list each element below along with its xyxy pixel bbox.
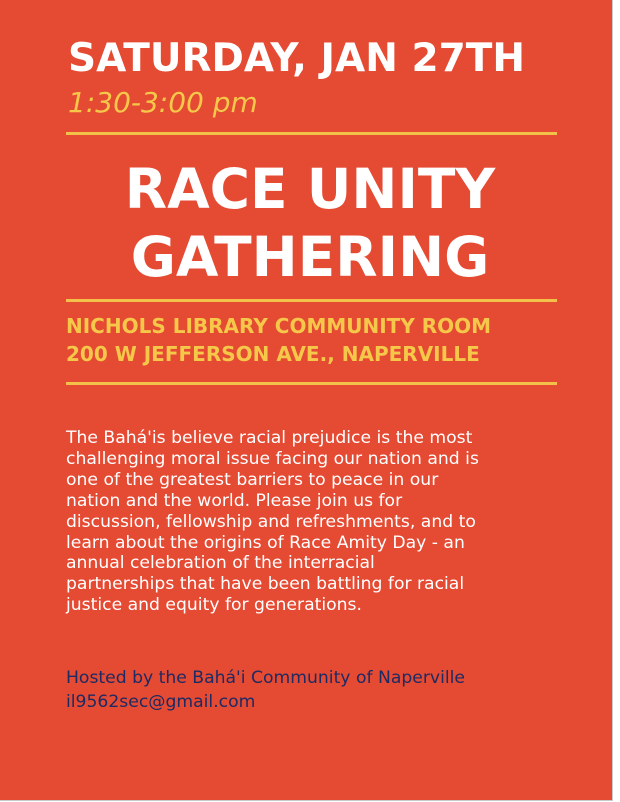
description-line: annual celebration of the interracial [66, 553, 375, 574]
venue-name: NICHOLS LIBRARY COMMUNITY ROOM [66, 314, 492, 338]
divider-top [66, 132, 557, 135]
event-description [66, 428, 566, 616]
contact-email: il9562sec@gmail.com [66, 692, 256, 712]
divider-bottom [66, 382, 557, 385]
description-line: The Bahá'is believe racial prejudice is the most [66, 428, 473, 448]
host-text: Hosted by the Bahá'i Community of Naperville [66, 668, 465, 688]
description-line: partnerships that have been battling for racial [66, 574, 465, 595]
description-line: nation and the world. Please join us for [66, 490, 403, 511]
venue-address: 200 W JEFFERSON AVE., NAPERVILLE [66, 342, 480, 366]
description-line: challenging moral issue facing our nation and is [66, 448, 479, 469]
description-line: learn about the origins of Race Amity Day - an [66, 532, 465, 553]
divider-middle [66, 299, 557, 302]
event-date: SATURDAY, JAN 27TH [68, 36, 525, 81]
description-line: justice and equity for generations. [66, 595, 362, 616]
description-line: discussion, fellowship and refreshments, and to [66, 511, 476, 532]
event-title-line-1: RACE UNITY [124, 157, 496, 221]
event-title-line-2: GATHERING [130, 225, 490, 289]
event-time: 1:30-3:00 pm [68, 86, 258, 119]
description-line: one of the greatest barriers to peace in our [66, 469, 439, 490]
